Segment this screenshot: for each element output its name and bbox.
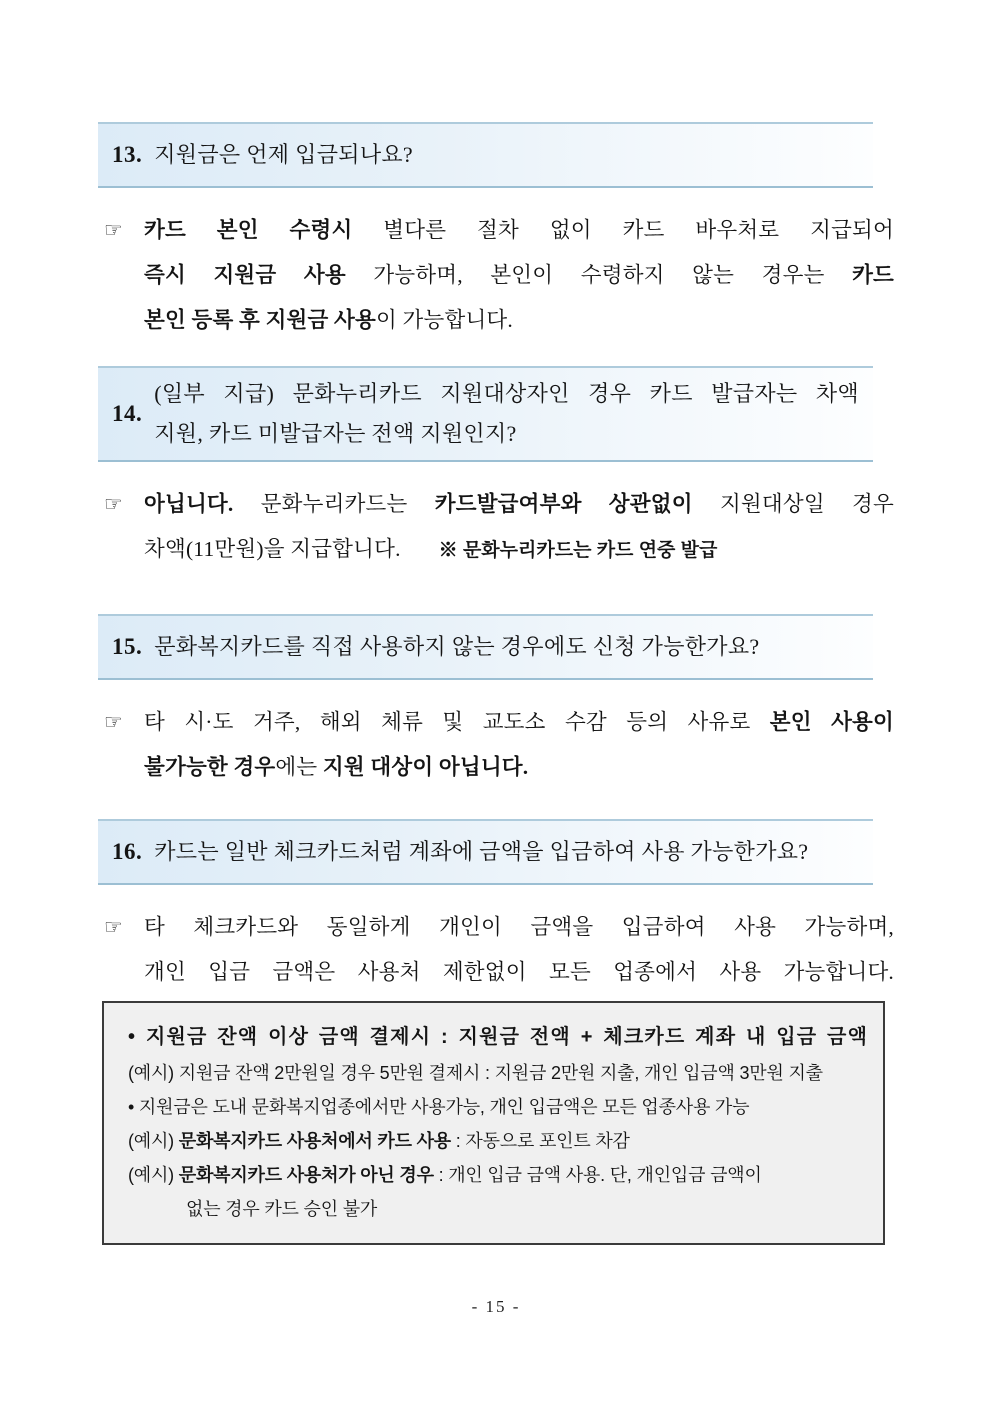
faq-item-14 [98,366,894,573]
question-title [154,129,859,181]
text-segment: 문화복지카드를 직접 사용하지 않는 경우에도 신청 가능한가요? [154,634,760,659]
text-segment: 카드 [852,263,895,287]
text-line [128,1023,873,1051]
text-segment: 불가능한 경우 [144,755,276,779]
pointing-hand-icon: ☞ [104,915,123,939]
text-line [154,414,859,454]
text-segment: (예시) 지원금 잔액 2만원일 경우 5만원 결제시 : 지원금 2만원 지출, 개인 입금액 3만원 지출 [128,1063,823,1083]
text-line [144,298,894,343]
text-line [154,832,859,872]
text-segment: 별다른 절차 없이 카드 바우처로 지급되어 [352,218,894,242]
text-segment: 카드 본인 수령시 [144,218,353,242]
text-line [144,700,894,745]
faq-item-16 [98,819,894,995]
question-title [154,368,859,460]
answer-text [144,700,894,790]
text-segment: (예시) [128,1131,179,1151]
text-segment: 문화누리카드는 [233,492,435,516]
question-number: 13. [112,142,143,167]
faq-item-13 [98,122,894,343]
text-segment: 문화복지카드 사용처가 아닌 경우 [178,1165,434,1185]
text-segment: 본인 등록 후 지원금 사용 [144,308,376,332]
faq-item-15 [98,614,894,790]
answer [104,482,894,573]
text-segment: (예시) [128,1165,179,1185]
text-segment: : 개인 입금 금액 사용. 단, 개인입금 금액이 [433,1165,762,1185]
answer [104,208,894,343]
text-segment: 아닙니다. [144,492,234,516]
question-header [98,122,873,188]
text-line [144,527,894,573]
text-segment: 지원금은 언제 입금되나요? [154,142,413,167]
question-header [98,819,873,885]
text-line [154,374,859,414]
text-line [144,905,894,950]
pointing-hand-icon: ☞ [104,492,123,516]
text-segment: 개인 입금 금액은 사용처 제한없이 모든 업종에서 사용 가능합니다. [144,960,894,984]
question-header [98,614,873,680]
text-line [128,1093,873,1121]
text-segment: 문화복지카드 사용처에서 카드 사용 [178,1131,451,1151]
text-segment: 없는 경우 카드 승인 불가 [186,1199,378,1219]
text-segment: 지원, 카드 미발급자는 전액 지원인지? [154,421,517,446]
pointing-hand-icon: ☞ [104,710,123,734]
text-segment: 이 가능합니다. [376,308,513,332]
text-segment: 가능하며, 본인이 수령하지 않는 경우는 [345,263,853,287]
usage-note-box [102,1001,885,1245]
answer [104,905,894,995]
text-line [128,1195,873,1223]
answer-text [144,905,894,995]
text-line [128,1059,873,1087]
text-line [144,482,894,527]
text-line [128,1127,873,1155]
answer-text [144,208,894,343]
text-segment: (일부 지급) 문화누리카드 지원대상자인 경우 카드 발급자는 차액 [154,381,859,406]
question-title [154,826,859,878]
text-segment: ※ 문화누리카드는 카드 연중 발급 [438,540,718,561]
answer-text [144,482,894,573]
page-number: - 15 - [471,1297,521,1316]
text-line [144,950,894,995]
text-segment: 지원 대상이 아닙니다. [322,755,529,779]
text-segment: 즉시 지원금 사용 [144,263,346,287]
text-segment: 카드는 일반 체크카드처럼 계좌에 금액을 입금하여 사용 가능한가요? [154,839,809,864]
text-segment: 카드발급여부와 상관없이 [434,492,693,516]
text-segment: 타 시·도 거주, 해외 체류 및 교도소 수감 등의 사유로 [144,710,770,734]
text-segment: 타 체크카드와 동일하게 개인이 금액을 입금하여 사용 가능하며, [144,915,894,939]
text-segment: • 지원금 잔액 이상 금액 결제시 : 지원금 전액 + 체크카드 계좌 내 입금 금액 [128,1026,869,1048]
text-line [154,135,859,175]
answer [104,700,894,790]
text-line [144,745,894,790]
question-number: 16. [112,839,143,864]
text-line [154,627,859,667]
question-title [154,621,859,673]
text-segment: 차액(11만원)을 지급합니다. [144,537,401,561]
text-line [144,253,894,298]
text-segment: • 지원금은 도내 문화복지업종에서만 사용가능, 개인 입금액은 모든 업종사용 가능 [128,1097,750,1117]
pointing-hand-icon: ☞ [104,218,123,242]
text-segment: 본인 사용이 [769,710,894,734]
text-line [144,208,894,253]
text-segment: : 자동으로 포인트 차감 [451,1131,630,1151]
question-number: 15. [112,634,143,659]
text-line [128,1161,873,1189]
question-number: 14. [112,401,143,426]
text-segment: 지원대상일 경우 [692,492,894,516]
text-segment: 에는 [275,755,323,779]
question-header [98,366,873,462]
